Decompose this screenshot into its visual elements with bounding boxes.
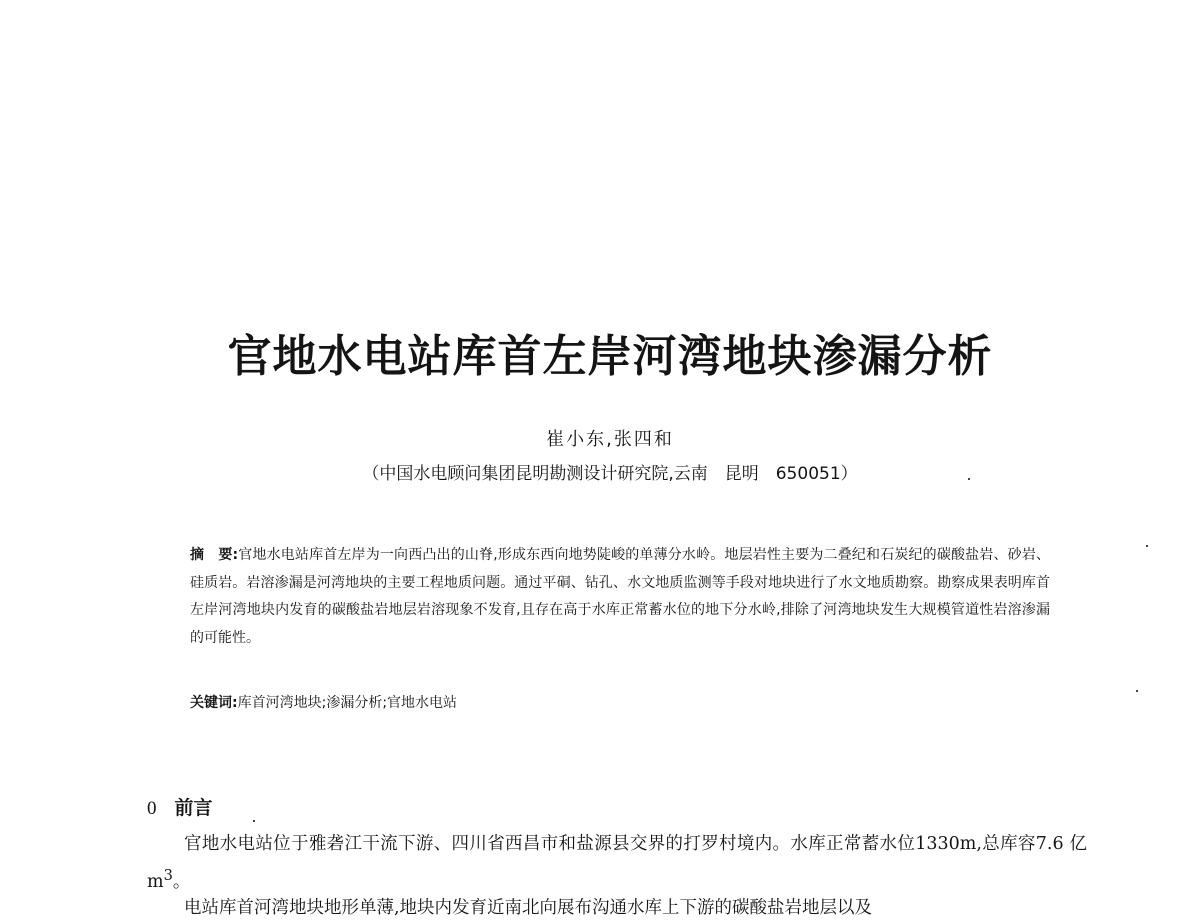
paragraph-1-text: 官地水电站位于雅砻江干流下游、四川省西昌市和盐源县交界的打罗村境内。水库正常蓄水位1330m,总库容7.6 亿 m bbox=[147, 834, 1087, 892]
abstract bbox=[190, 542, 1050, 652]
abstract-text: 官地水电站库首左岸为一向西凸出的山脊,形成东西向地势陡峻的单薄分水岭。地层岩性主要为二叠纪和石炭纪的碳酸盐岩、砂岩、硅质岩。岩溶渗漏是河湾地块的主要工程地质问题。通过平硐、钻孔、水文地质监测等手段对地块进行了水文地质勘察。勘察成果表明库首左岸河湾地块内发育的碳酸盐岩地层岩溶现象不发育,且存在高于水库正常蓄水位的地下分水岭,排除了河湾地块发生大规模管道性岩溶渗漏的可能性。 bbox=[190, 547, 1050, 646]
keywords-text: 库首河湾地块;渗漏分析;官地水电站 bbox=[237, 695, 458, 711]
body-paragraph-2: 电站库首河湾地块地形单薄,地块内发育近南北向展布沟通水库上下游的碳酸盐岩地层以及 bbox=[184, 898, 873, 918]
scan-speck bbox=[253, 820, 255, 822]
section-title: 前言 bbox=[174, 797, 213, 819]
abstract-label: 摘 要: bbox=[190, 547, 239, 563]
authors: 崔小东,张四和 bbox=[546, 429, 674, 450]
section-heading bbox=[147, 793, 213, 820]
scan-speck bbox=[1136, 690, 1138, 692]
scan-speck bbox=[968, 478, 970, 480]
section-number: 0 bbox=[147, 798, 157, 819]
scan-speck bbox=[1146, 545, 1148, 547]
body-paragraph-1 bbox=[147, 828, 1087, 898]
paragraph-1-end: 。 bbox=[172, 871, 191, 892]
keywords-label: 关键词: bbox=[190, 695, 238, 711]
paper-title: 官地水电站库首左岸河湾地块渗漏分析 bbox=[227, 331, 993, 382]
keywords bbox=[190, 692, 457, 712]
affiliation: （中国水电顾问集团昆明勘测设计研究院,云南 昆明 650051） bbox=[362, 464, 858, 484]
paragraph-1-superscript: 3 bbox=[163, 867, 173, 884]
